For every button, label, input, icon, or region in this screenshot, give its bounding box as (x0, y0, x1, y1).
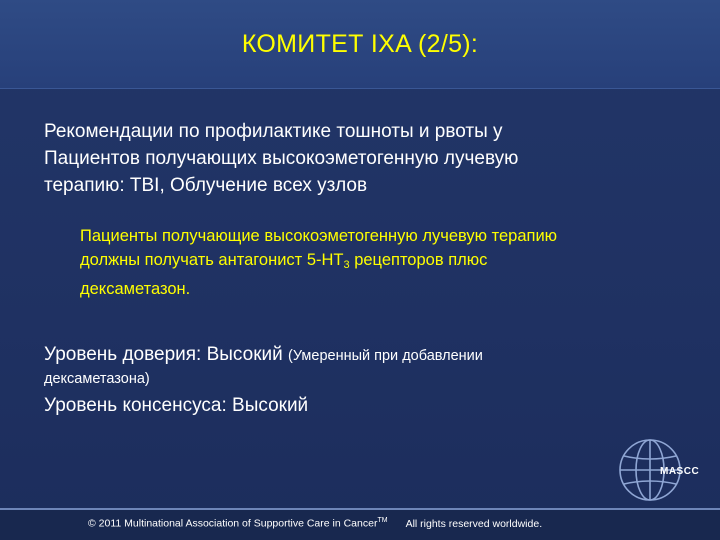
receptor-subscript: 3 (343, 259, 350, 271)
heading-line-2: Пациентов получающих высокоэметогенную лучевую (44, 148, 519, 169)
heading-line-1: Рекомендации по профилактике тошноты и рвоты у (44, 121, 503, 142)
confidence-level (44, 342, 684, 369)
footer-rule (0, 508, 720, 510)
recommendation-line-2-start: должны получать антагонист 5-HT (80, 251, 344, 269)
recommendation-line-3: дексаметазон. (80, 280, 191, 298)
confidence-level-label: Уровень доверия: Высокий (44, 344, 289, 365)
recommendation-line-2-end: рецепторов плюс (349, 251, 488, 269)
slide-title: КОМИТЕТ IXA (2/5): (241, 30, 479, 58)
consensus-level: Уровень консенсуса: Высокий (44, 395, 309, 416)
footer (88, 517, 708, 530)
recommendation-line-2 (80, 248, 690, 277)
copyright-text: © 2011 Multinational Association of Supportive Care in Cancer (88, 517, 378, 530)
recommendation-line-1: Пациенты получающие высокоэметогенную лучевую терапию (80, 227, 558, 245)
heading-line-3: терапию: TBI, Облучение всех узлов (44, 175, 368, 196)
confidence-note-part-1: (Умеренный при добавлении (288, 348, 483, 364)
evidence-levels (44, 342, 684, 421)
mascc-logo-text: MASCC (660, 466, 700, 477)
trademark-mark: TM (377, 517, 388, 524)
slide-heading (44, 118, 684, 199)
rights-text: All rights reserved worldwide. (405, 517, 543, 530)
confidence-note-part-2: дексаметазона) (44, 371, 150, 387)
recommendation-text (80, 224, 690, 301)
